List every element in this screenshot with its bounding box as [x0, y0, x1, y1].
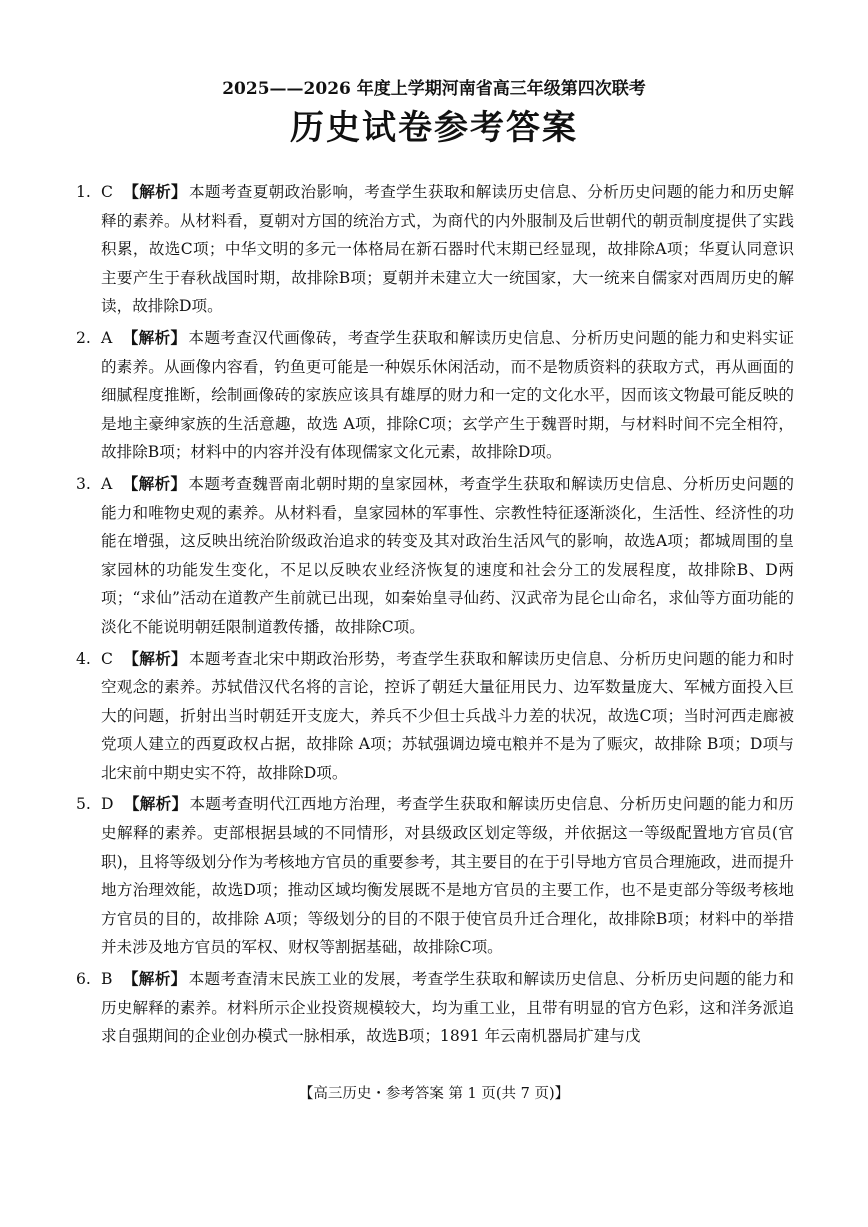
- analysis-text: 本题考查夏朝政治影响，考查学生获取和解读历史信息、分析历史问题的能力和历史解释的素养。从材料看，夏朝对方国的统治方式，为商代的内外服制及后世朝代的朝贡制度提供了实践积累，故选C项；中华文明的多元一体格局在新石器时代末期已经显现，故排除A项；华夏认同意识主要产生于春秋战国时期，故排除B项；夏朝并未建立大一统国家，大一统来自儒家对西周历史的解读，故排除D项。: [101, 183, 794, 316]
- analysis-text: 本题考查汉代画像砖，考查学生获取和解读历史信息、分析历史问题的能力和史料实证的素养。从画像内容看，钓鱼更可能是一种娱乐休闲活动，而不是物质资料的获取方式，再从画面的细腻程度推断，绘制画像砖的家族应该具有雄厚的财力和一定的文化水平，因而该文物最可能反映的是地主豪绅家族的生活意趣，故选 A项，排除C项；玄学产生于魏晋时期，与材料时间不完全相符，故排除B项；材料中的内容并没有体现儒家文化元素，故排除D项。: [101, 328, 794, 462]
- answer-letter: A: [101, 328, 113, 347]
- analysis-tag: 【解析】: [122, 648, 187, 668]
- page-title: 历史试卷参考答案: [290, 108, 578, 148]
- answer-letter: C: [101, 649, 113, 668]
- answer-letter: C: [101, 183, 113, 201]
- item-number: 2.: [76, 328, 91, 347]
- answer-letter: B: [101, 970, 113, 989]
- item-number: 4.: [76, 649, 91, 668]
- answer-item-4: [76, 645, 794, 788]
- analysis-text: 本题考查北宋中期政治形势，考查学生获取和解读历史信息、分析历史问题的能力和时空观念的素养。苏轼借汉代名将的言论，控诉了朝廷大量征用民力、边军数量庞大、军械方面投入巨大的问题，折射出当时朝廷开支庞大，养兵不少但士兵战斗力差的状况，故选C项；当时河西走廊被党项人建立的西夏政权占据，故排除 A项；苏轼强调边境屯粮并不是为了赈灾，故排除 B项；D项与北宋前中期史实不符，故排除D项。: [101, 649, 794, 782]
- answer-item-3: [76, 470, 794, 642]
- analysis-tag: 【解析】: [122, 969, 187, 989]
- analysis-text: 本题考查明代江西地方治理，考查学生获取和解读历史信息、分析历史问题的能力和历史解释的素养。吏部根据县域的不同情形，对县级政区划定等级，并依据这一等级配置地方官员(官职)，且将等级划分作为考核地方官员的重要参考，其主要目的在于引导地方官员合理施政，进而提升地方治理效能，故选D项；推动区域均衡发展既不是地方官员的主要工作，也不是吏部分等级考核地方官员的目的，故排除 A项；等级划分的目的不限于使官员升迁合理化，故排除B项；材料中的举措并未涉及地方官员的军权、财权等割据基础，故排除C项。: [101, 795, 794, 957]
- answer-letter: D: [101, 795, 114, 814]
- answer-letter: A: [101, 474, 113, 493]
- item-number: 1.: [76, 183, 91, 201]
- answer-item-1: [76, 178, 794, 321]
- analysis-text: 本题考查清末民族工业的发展，考查学生获取和解读历史信息、分析历史问题的能力和历史解释的素养。材料所示企业投资规模较大，均为重工业，且带有明显的官方色彩，这和洋务派追求自强期间的企业创办模式一脉相承，故选B项；1891 年云南机器局扩建与戊: [101, 970, 794, 1046]
- analysis-tag: 【解析】: [122, 182, 187, 201]
- item-number: 6.: [76, 970, 91, 989]
- answer-item-2: [76, 324, 794, 467]
- exam-header: 2025——2026 年度上学期河南省高三年级第四次联考: [222, 79, 646, 99]
- answer-item-5: [76, 790, 794, 962]
- analysis-tag: 【解析】: [122, 327, 187, 347]
- item-number: 3.: [76, 474, 91, 493]
- item-number: 5.: [76, 795, 91, 814]
- answer-list: [76, 178, 794, 1054]
- page-footer: 【高三历史・参考答案 第 1 页(共 7 页)】: [298, 1086, 570, 1102]
- analysis-tag: 【解析】: [123, 794, 188, 814]
- analysis-text: 本题考查魏晋南北朝时期的皇家园林，考查学生获取和解读历史信息、分析历史问题的能力和唯物史观的素养。从材料看，皇家园林的军事性、宗教性特征逐渐淡化，生活性、经济性的功能在增强，这反映出统治阶级政治追求的转变及其对政治生活风气的影响，故选A项；都城周围的皇家园林的功能发生变化，不足以反映农业经济恢复的速度和社会分工的发展程度，故排除B、D两项；“求仙”活动在道教产生前就已出现，如秦始皇寻仙药、汉武帝为昆仑山命名，求仙等方面功能的淡化不能说明朝廷限制道教传播，故排除C项。: [101, 474, 794, 636]
- answer-item-6: [76, 965, 794, 1051]
- analysis-tag: 【解析】: [122, 473, 187, 493]
